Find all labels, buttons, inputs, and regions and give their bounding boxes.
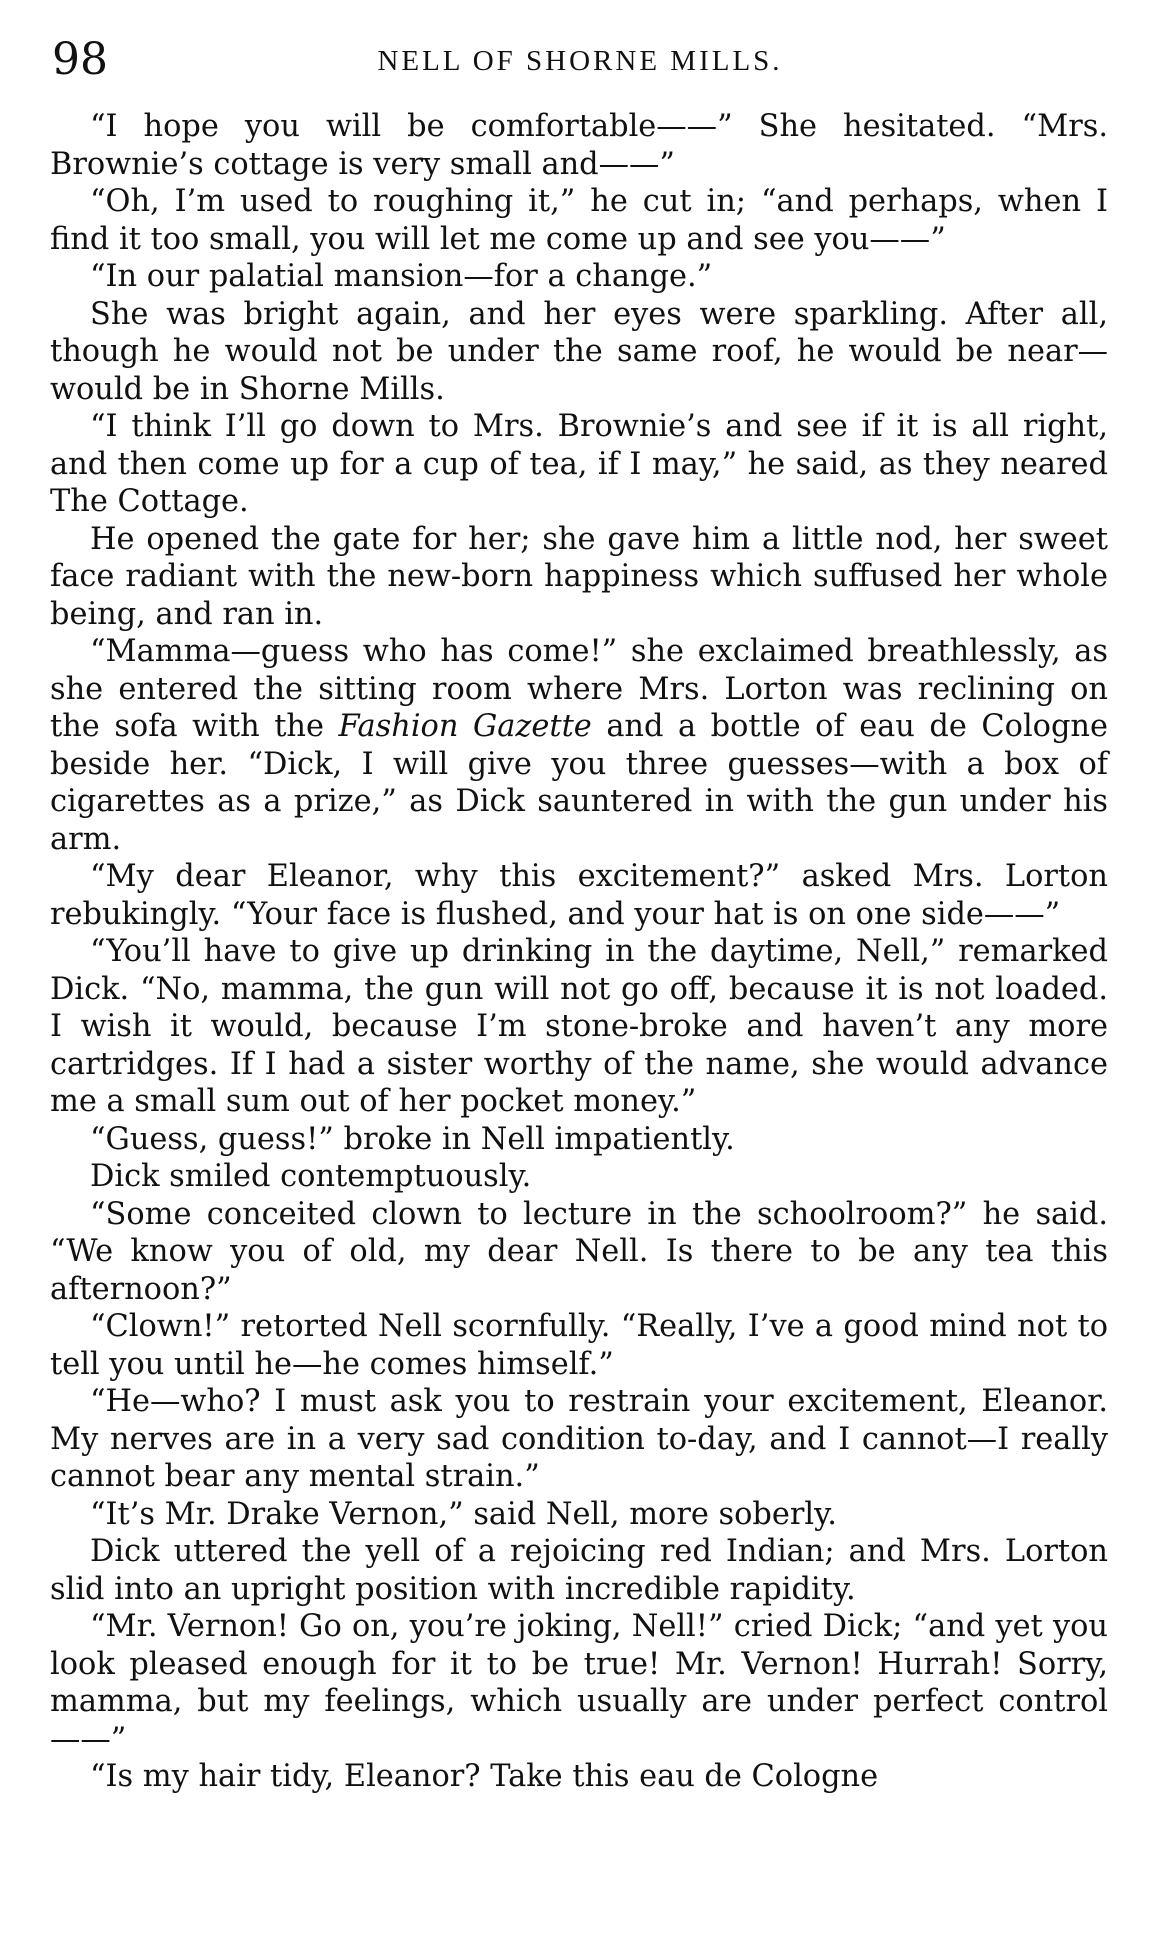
running-head [50,30,1110,90]
paragraph: “I think I’ll go down to Mrs. Brownie’s and see if it is all right, and then come up for a cup of tea, if I may,” he said, as they neared The Cottage. [50,409,1108,519]
paragraph [50,633,1108,858]
paragraph: She was bright again, and her eyes were sparkling. After all, though he would not be under the same roof, he would be near—would be in Shorne Mills. [50,296,1108,407]
paragraph: “My dear Eleanor, why this excitement?” asked Mrs. Lorton rebukingly. “Your face is flushed, and your hat is on one side——” [50,859,1108,932]
paragraph: Dick uttered the yell of a rejoicing red Indian; and Mrs. Lorton slid into an upright position with incredible rapidity. [50,1534,1108,1607]
body-text [50,108,1108,1796]
paragraph: “Guess, guess!” broke in Nell impatiently. [90,1121,735,1157]
paragraph: “In our palatial mansion—for a change.” [90,259,713,294]
paragraph: “It’s Mr. Drake Vernon,” said Nell, more soberly. [90,1496,837,1532]
paragraph: “He—who? I must ask you to restrain your excitement, Eleanor. My nerves are in a very sad condition to-day, and I cannot—I really cannot bear any mental strain.” [50,1384,1108,1494]
paragraph: “I hope you will be comfortable——” She hesitated. “Mrs. Brownie’s cottage is very small and——” [50,109,1108,182]
running-title: NELL OF SHORNE MILLS. [377,45,783,77]
paragraph: He opened the gate for her; she gave him a little nod, her sweet face radiant with the new-born happiness which suffused her whole being, and ran in. [50,521,1108,632]
italic-title: Fashion Gazette [338,709,592,744]
paragraph-text: “Mamma—guess who has come!” she exclaimed breathlessly, as she entered the sitting room where Mrs. Lorton was reclining on the sofa with the [50,634,1108,744]
page-number: 98 [52,34,108,85]
paragraph: “You’ll have to give up drinking in the daytime, Nell,” remarked Dick. “No, mamma, the gun will not go off, because it is not loaded. I wish it would, because I’m stone-broke and haven’t any more cartridges. If I had a sister worthy of the name, she would advance me a small sum out of her pocket money.” [50,934,1108,1119]
paragraph: “Mr. Vernon! Go on, you’re joking, Nell!” cried Dick; “and yet you look pleased enough for it to be true! Mr. Vernon! Hurrah! Sorry, mamma, but my feelings, which usually are under perfect control——” [50,1609,1108,1757]
paragraph: “Oh, I’m used to roughing it,” he cut in; “and perhaps, when I find it too small, you will let me come up and see you——” [50,184,1108,257]
paragraph-text: and a bottle of eau de Cologne beside her. “Dick, I will give you three guesses—with a box of cigarettes as a prize,” as Dick sauntered in with the gun under his arm. [50,709,1108,857]
paragraph: “Is my hair tidy, Eleanor? Take this eau de Cologne [90,1759,879,1794]
paragraph: Dick smiled contemptuously. [90,1159,532,1194]
paragraph: “Clown!” retorted Nell scornfully. “Really, I’ve a good mind not to tell you until he—he comes himself.” [50,1309,1108,1382]
paragraph: “Some conceited clown to lecture in the schoolroom?” he said. “We know you of old, my dear Nell. Is there to be any tea this afternoon?” [50,1196,1108,1307]
